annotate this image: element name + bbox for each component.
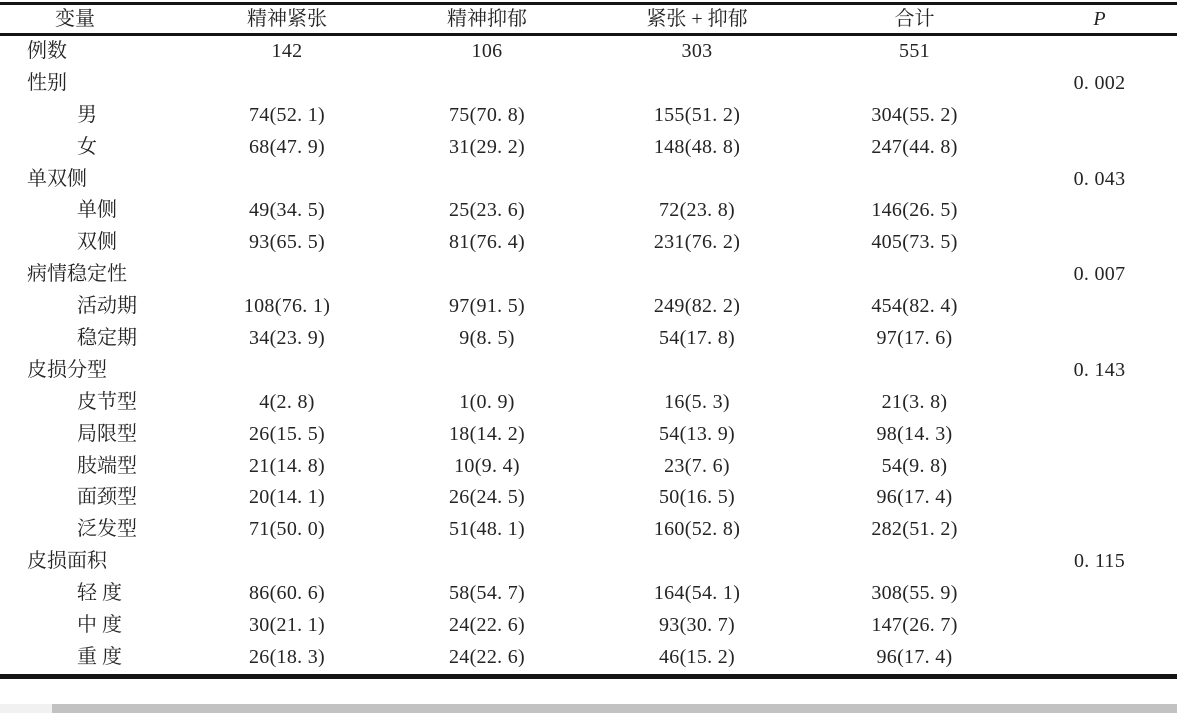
row-label: 泛发型 (77, 518, 137, 541)
cell-p-value (1022, 387, 1177, 419)
cell-mental-tension: 108(76. 1) (243, 295, 331, 318)
table-row (0, 68, 1177, 100)
row-label: 双侧 (77, 231, 117, 254)
cell-mental-tension (187, 68, 387, 100)
cell-tension-depression: 54(13. 9) (658, 422, 736, 445)
cell-total: 96(17. 4) (876, 486, 953, 509)
row-label: 面颈型 (77, 486, 137, 509)
cell-total: 304(55. 2) (871, 103, 958, 126)
cell-total (807, 355, 1022, 387)
cell-total: 97(17. 6) (876, 327, 953, 350)
cell-tension-depression (587, 68, 807, 100)
table-row (0, 291, 1177, 323)
cell-tension-depression (587, 164, 807, 196)
cell-mental-tension: 86(60. 6) (248, 582, 326, 605)
cell-mental-depression: 9(8. 5) (459, 327, 515, 350)
cell-p-value (1022, 578, 1177, 610)
cell-tension-depression: 50(16. 5) (658, 486, 736, 509)
cell-p-value: 0. 007 (1073, 263, 1126, 286)
cell-p-value (1022, 100, 1177, 132)
table-header-row (0, 5, 1177, 33)
cell-mental-depression: 75(70. 8) (448, 103, 526, 126)
cell-total: 405(73. 5) (871, 231, 958, 254)
cell-mental-depression: 24(22. 6) (448, 614, 526, 637)
cell-total: 282(51. 2) (871, 518, 958, 541)
cell-mental-tension: 74(52. 1) (248, 103, 326, 126)
cell-p-value: 0. 143 (1073, 358, 1126, 381)
cell-p-value (1022, 227, 1177, 259)
cell-tension-depression: 303 (681, 40, 713, 62)
header-mental-tension: 精神紧张 (247, 8, 327, 30)
cell-mental-depression: 18(14. 2) (448, 422, 526, 445)
row-label: 男 (77, 103, 97, 126)
cell-total: 21(3. 8) (881, 390, 948, 413)
cell-p-value (1022, 323, 1177, 355)
cell-mental-tension: 93(65. 5) (248, 231, 326, 254)
cell-mental-depression: 51(48. 1) (448, 518, 526, 541)
row-label: 肢端型 (77, 454, 137, 477)
cell-tension-depression: 231(76. 2) (653, 231, 741, 254)
cell-tension-depression: 46(15. 2) (658, 645, 736, 668)
cell-total (807, 164, 1022, 196)
cell-mental-depression: 58(54. 7) (448, 582, 526, 605)
cell-tension-depression (587, 546, 807, 578)
cell-p-value (1022, 642, 1177, 674)
cell-mental-depression: 24(22. 6) (448, 645, 526, 668)
table-row (0, 514, 1177, 546)
cell-mental-tension: 21(14. 8) (248, 454, 326, 477)
cell-mental-tension: 20(14. 1) (248, 486, 326, 509)
cell-total: 96(17. 4) (876, 645, 953, 668)
cell-tension-depression: 249(82. 2) (653, 295, 741, 318)
cell-mental-depression (387, 164, 587, 196)
cell-mental-depression: 26(24. 5) (448, 486, 526, 509)
table-row (0, 132, 1177, 164)
horizontal-scrollbar-thumb[interactable] (52, 704, 1177, 713)
cell-mental-tension: 30(21. 1) (248, 614, 326, 637)
cell-mental-tension: 34(23. 9) (248, 327, 326, 350)
horizontal-scrollbar-track[interactable] (0, 704, 1177, 713)
cell-tension-depression: 54(17. 8) (658, 327, 736, 350)
row-label: 局限型 (77, 422, 137, 445)
cell-mental-depression: 10(9. 4) (454, 454, 520, 477)
cell-tension-depression: 148(48. 8) (653, 135, 741, 158)
cell-p-value (1022, 195, 1177, 227)
cell-tension-depression (587, 355, 807, 387)
cell-p-value (1022, 132, 1177, 164)
row-label: 皮节型 (77, 390, 137, 413)
cell-total (807, 68, 1022, 100)
table-row (0, 482, 1177, 514)
table-row (0, 578, 1177, 610)
cell-mental-depression (387, 355, 587, 387)
cell-mental-depression (387, 259, 587, 291)
row-label: 中 度 (77, 614, 122, 637)
row-label: 单双侧 (27, 167, 87, 190)
table-row (0, 419, 1177, 451)
header-p-value: P (1093, 8, 1106, 30)
cell-tension-depression: 160(52. 8) (653, 518, 741, 541)
row-label: 例数 (27, 40, 67, 62)
cell-tension-depression: 164(54. 1) (653, 582, 741, 605)
cell-p-value (1022, 482, 1177, 514)
table-row (0, 36, 1177, 68)
row-label: 重 度 (77, 645, 122, 668)
cell-p-value (1022, 291, 1177, 323)
cell-p-value: 0. 115 (1073, 550, 1126, 573)
header-variable: 变量 (55, 8, 95, 30)
row-label: 皮损分型 (27, 358, 107, 381)
table-body (0, 36, 1177, 674)
table-row (0, 259, 1177, 291)
cell-total: 54(9. 8) (881, 454, 948, 477)
cell-tension-depression: 72(23. 8) (658, 199, 736, 222)
table-row (0, 195, 1177, 227)
header-total: 合计 (894, 8, 935, 30)
cell-p-value (1022, 514, 1177, 546)
cell-mental-tension: 4(2. 8) (259, 390, 315, 413)
cell-total: 551 (899, 40, 930, 62)
row-label: 活动期 (77, 295, 137, 318)
cell-mental-depression: 25(23. 6) (448, 199, 526, 222)
cell-total: 454(82. 4) (871, 295, 958, 318)
cell-tension-depression: 155(51. 2) (653, 103, 741, 126)
cell-mental-depression: 31(29. 2) (448, 135, 526, 158)
row-label: 轻 度 (77, 582, 122, 605)
table-row (0, 642, 1177, 674)
cell-total (807, 546, 1022, 578)
cell-p-value: 0. 043 (1073, 167, 1126, 190)
table-row (0, 610, 1177, 642)
row-label: 女 (77, 135, 97, 158)
cell-p-value (1022, 36, 1177, 68)
cell-p-value (1022, 419, 1177, 451)
cell-tension-depression: 16(5. 3) (664, 390, 730, 413)
cell-mental-depression (387, 68, 587, 100)
cell-mental-tension: 71(50. 0) (248, 518, 326, 541)
row-label: 病情稳定性 (27, 263, 127, 286)
header-mental-depression: 精神抑郁 (447, 8, 527, 30)
table-row (0, 546, 1177, 578)
statistics-table (0, 2, 1177, 679)
header-tension-depression: 紧张 + 抑郁 (646, 8, 748, 30)
cell-mental-tension: 49(34. 5) (248, 199, 326, 222)
cell-mental-tension (187, 546, 387, 578)
cell-mental-tension: 26(15. 5) (248, 422, 326, 445)
cell-total: 146(26. 5) (871, 199, 958, 222)
cell-mental-tension: 26(18. 3) (248, 645, 326, 668)
table-row (0, 323, 1177, 355)
cell-total: 98(14. 3) (876, 422, 953, 445)
row-label: 单侧 (77, 199, 117, 222)
cell-tension-depression: 93(30. 7) (658, 614, 736, 637)
cell-p-value (1022, 610, 1177, 642)
cell-mental-depression (387, 546, 587, 578)
row-label: 性别 (27, 71, 67, 94)
cell-mental-tension: 142 (271, 40, 303, 62)
cell-tension-depression: 23(7. 6) (664, 454, 730, 477)
row-label: 皮损面积 (27, 550, 107, 573)
table-row (0, 451, 1177, 483)
cell-mental-tension: 68(47. 9) (248, 135, 326, 158)
table-row (0, 227, 1177, 259)
cell-mental-depression: 1(0. 9) (459, 390, 515, 413)
cell-mental-depression: 106 (471, 40, 503, 62)
cell-mental-depression: 81(76. 4) (448, 231, 526, 254)
table-row (0, 100, 1177, 132)
table-row (0, 164, 1177, 196)
table-bottom-rule (0, 674, 1177, 679)
cell-total: 308(55. 9) (871, 582, 958, 605)
cell-mental-tension (187, 164, 387, 196)
row-label: 稳定期 (77, 327, 137, 350)
cell-mental-tension (187, 355, 387, 387)
cell-mental-depression: 97(91. 5) (448, 295, 526, 318)
cell-p-value: 0. 002 (1073, 71, 1126, 94)
cell-tension-depression (587, 259, 807, 291)
cell-total: 247(44. 8) (871, 135, 958, 158)
cell-p-value (1022, 451, 1177, 483)
cell-total (807, 259, 1022, 291)
table-row (0, 355, 1177, 387)
cell-mental-tension (187, 259, 387, 291)
cell-total: 147(26. 7) (871, 614, 958, 637)
table-row (0, 387, 1177, 419)
